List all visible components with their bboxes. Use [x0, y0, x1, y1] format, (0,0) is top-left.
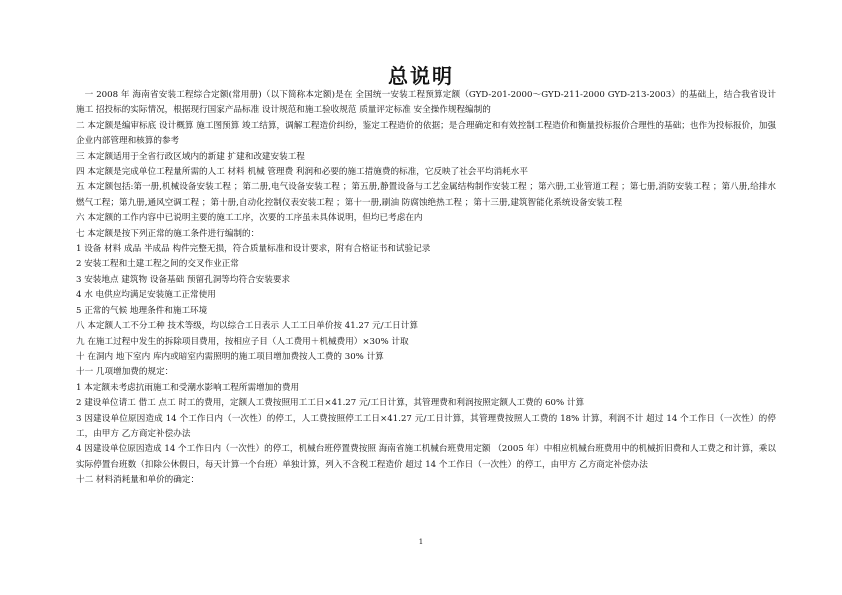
paragraph: 4 水 电供应均满足安装施工正常使用: [76, 290, 216, 301]
paragraph: 1 本定额未考虑抗雨施工和受潮水影响工程所需增加的费用: [76, 382, 300, 393]
paragraph: 十一 几项增加费的规定：: [76, 367, 174, 378]
paragraph: 九 在施工过程中发生的拆除项目费用，按相应子目（人工费用＋机械费用）×30% 计取: [76, 336, 409, 347]
paragraph: 2 安装工程和土建工程之间的交叉作业正常: [76, 259, 239, 270]
paragraph: 2 建设单位请工 借工 点工 时工的费用，定额人工费按照用工工日×41.27 元/工日计算，其管理费和利润按照定额人工费的 60% 计算: [76, 398, 585, 409]
paragraph: 4 因建设单位原因造成 14 个工作日内（一次性）的停工，机械台班停置费按照 海南省施工机械台班费用定额 （2005 年）中相应机械台班费用中的机械折旧费和人工费之和计算，乘以实际停置台班数（扣除公休假日，每天计算一个台班）单独计算，列入不含税工程造价 超过 14 个工作日（一次性）的停工，由甲方 乙方商定补偿办法: [76, 444, 776, 470]
page-number: 1: [418, 538, 424, 546]
paragraph: 八 本定额人工不分工种 技术等级，均以综合工日表示 人工工日单价按 41.27 元/工日计算: [76, 321, 418, 332]
paragraph: 四 本定额是完成单位工程量所需的人工 材料 机械 管理费 利润和必要的施工措施费的标准，它反映了社会平均消耗水平: [76, 167, 528, 178]
paragraph: 十 在洞内 地下室内 库内或暗室内需照明的施工项目增加费按人工费的 30% 计算: [76, 351, 384, 362]
document-body: [76, 88, 776, 489]
paragraph: 二 本定额是编审标底 设计概算 施工图预算 竣工结算，调解工程造价纠纷，鉴定工程造价的依据；是合理确定和有效控制工程造价和衡量投标报价合理性的基础；也作为投标报价，加强企业内部管理和核算的参考: [76, 120, 776, 147]
paragraph: 3 因建设单位原因造成 14 个工作日内（一次性）的停工，人工费按照停工工日×41.27 元/工日计算，其管理费按照人工费的 18% 计算，利润不计 超过 14 个工作日（一次性）的停工，由甲方 乙方商定补偿办法: [76, 413, 776, 439]
paragraph: 七 本定额是按下列正常的施工条件进行编制的：: [76, 228, 260, 239]
paragraph: 十二 材料消耗量和单价的确定：: [76, 475, 200, 486]
paragraph: 三 本定额适用于全省行政区域内的新建 扩建和改建安装工程: [76, 151, 305, 162]
paragraph: 3 安装地点 建筑物 设备基础 预留孔洞等均符合安装要求: [76, 274, 291, 285]
paragraph: 六 本定额的工作内容中已说明主要的施工工序，次要的工序虽未具体说明，但均已考虑在内: [76, 213, 423, 224]
paragraph: 1 设备 材料 成品 半成品 构件完整无损，符合质量标准和设计要求，附有合格证书和试验记录: [76, 244, 431, 255]
page-title: 总说明: [388, 64, 454, 88]
paragraph: 5 正常的气候 地理条件和施工环境: [76, 305, 208, 316]
paragraph: 五 本定额包括:第一册,机械设备安装工程 ；第二册,电气设备安装工程 ；第五册,静置设备与工艺金属结构制作安装工程 ；第六册,工业管道工程 ；第七册,消防安装工程 ；第八册,给排水 燃气工程；第九册,通风空调工程 ；第十册,自动化控制仪表安装工程 ；第十一册,刷油 防腐蚀绝热工程 ；第十三册,建筑智能化系统设备安装工程: [76, 182, 776, 208]
paragraph: 一 2008 年 海南省安装工程综合定额(常用册)（以下简称本定额)是在 全国统一安装工程预算定额（GYD-201-2000～GYD-211-2000 GYD-213-2003）的基础上，结合我省设计 施工 招投标的实际情况，根据现行国家产品标准 设计规范和施工验收规范 质量评定标准 安全操作规程编制的: [76, 90, 776, 116]
